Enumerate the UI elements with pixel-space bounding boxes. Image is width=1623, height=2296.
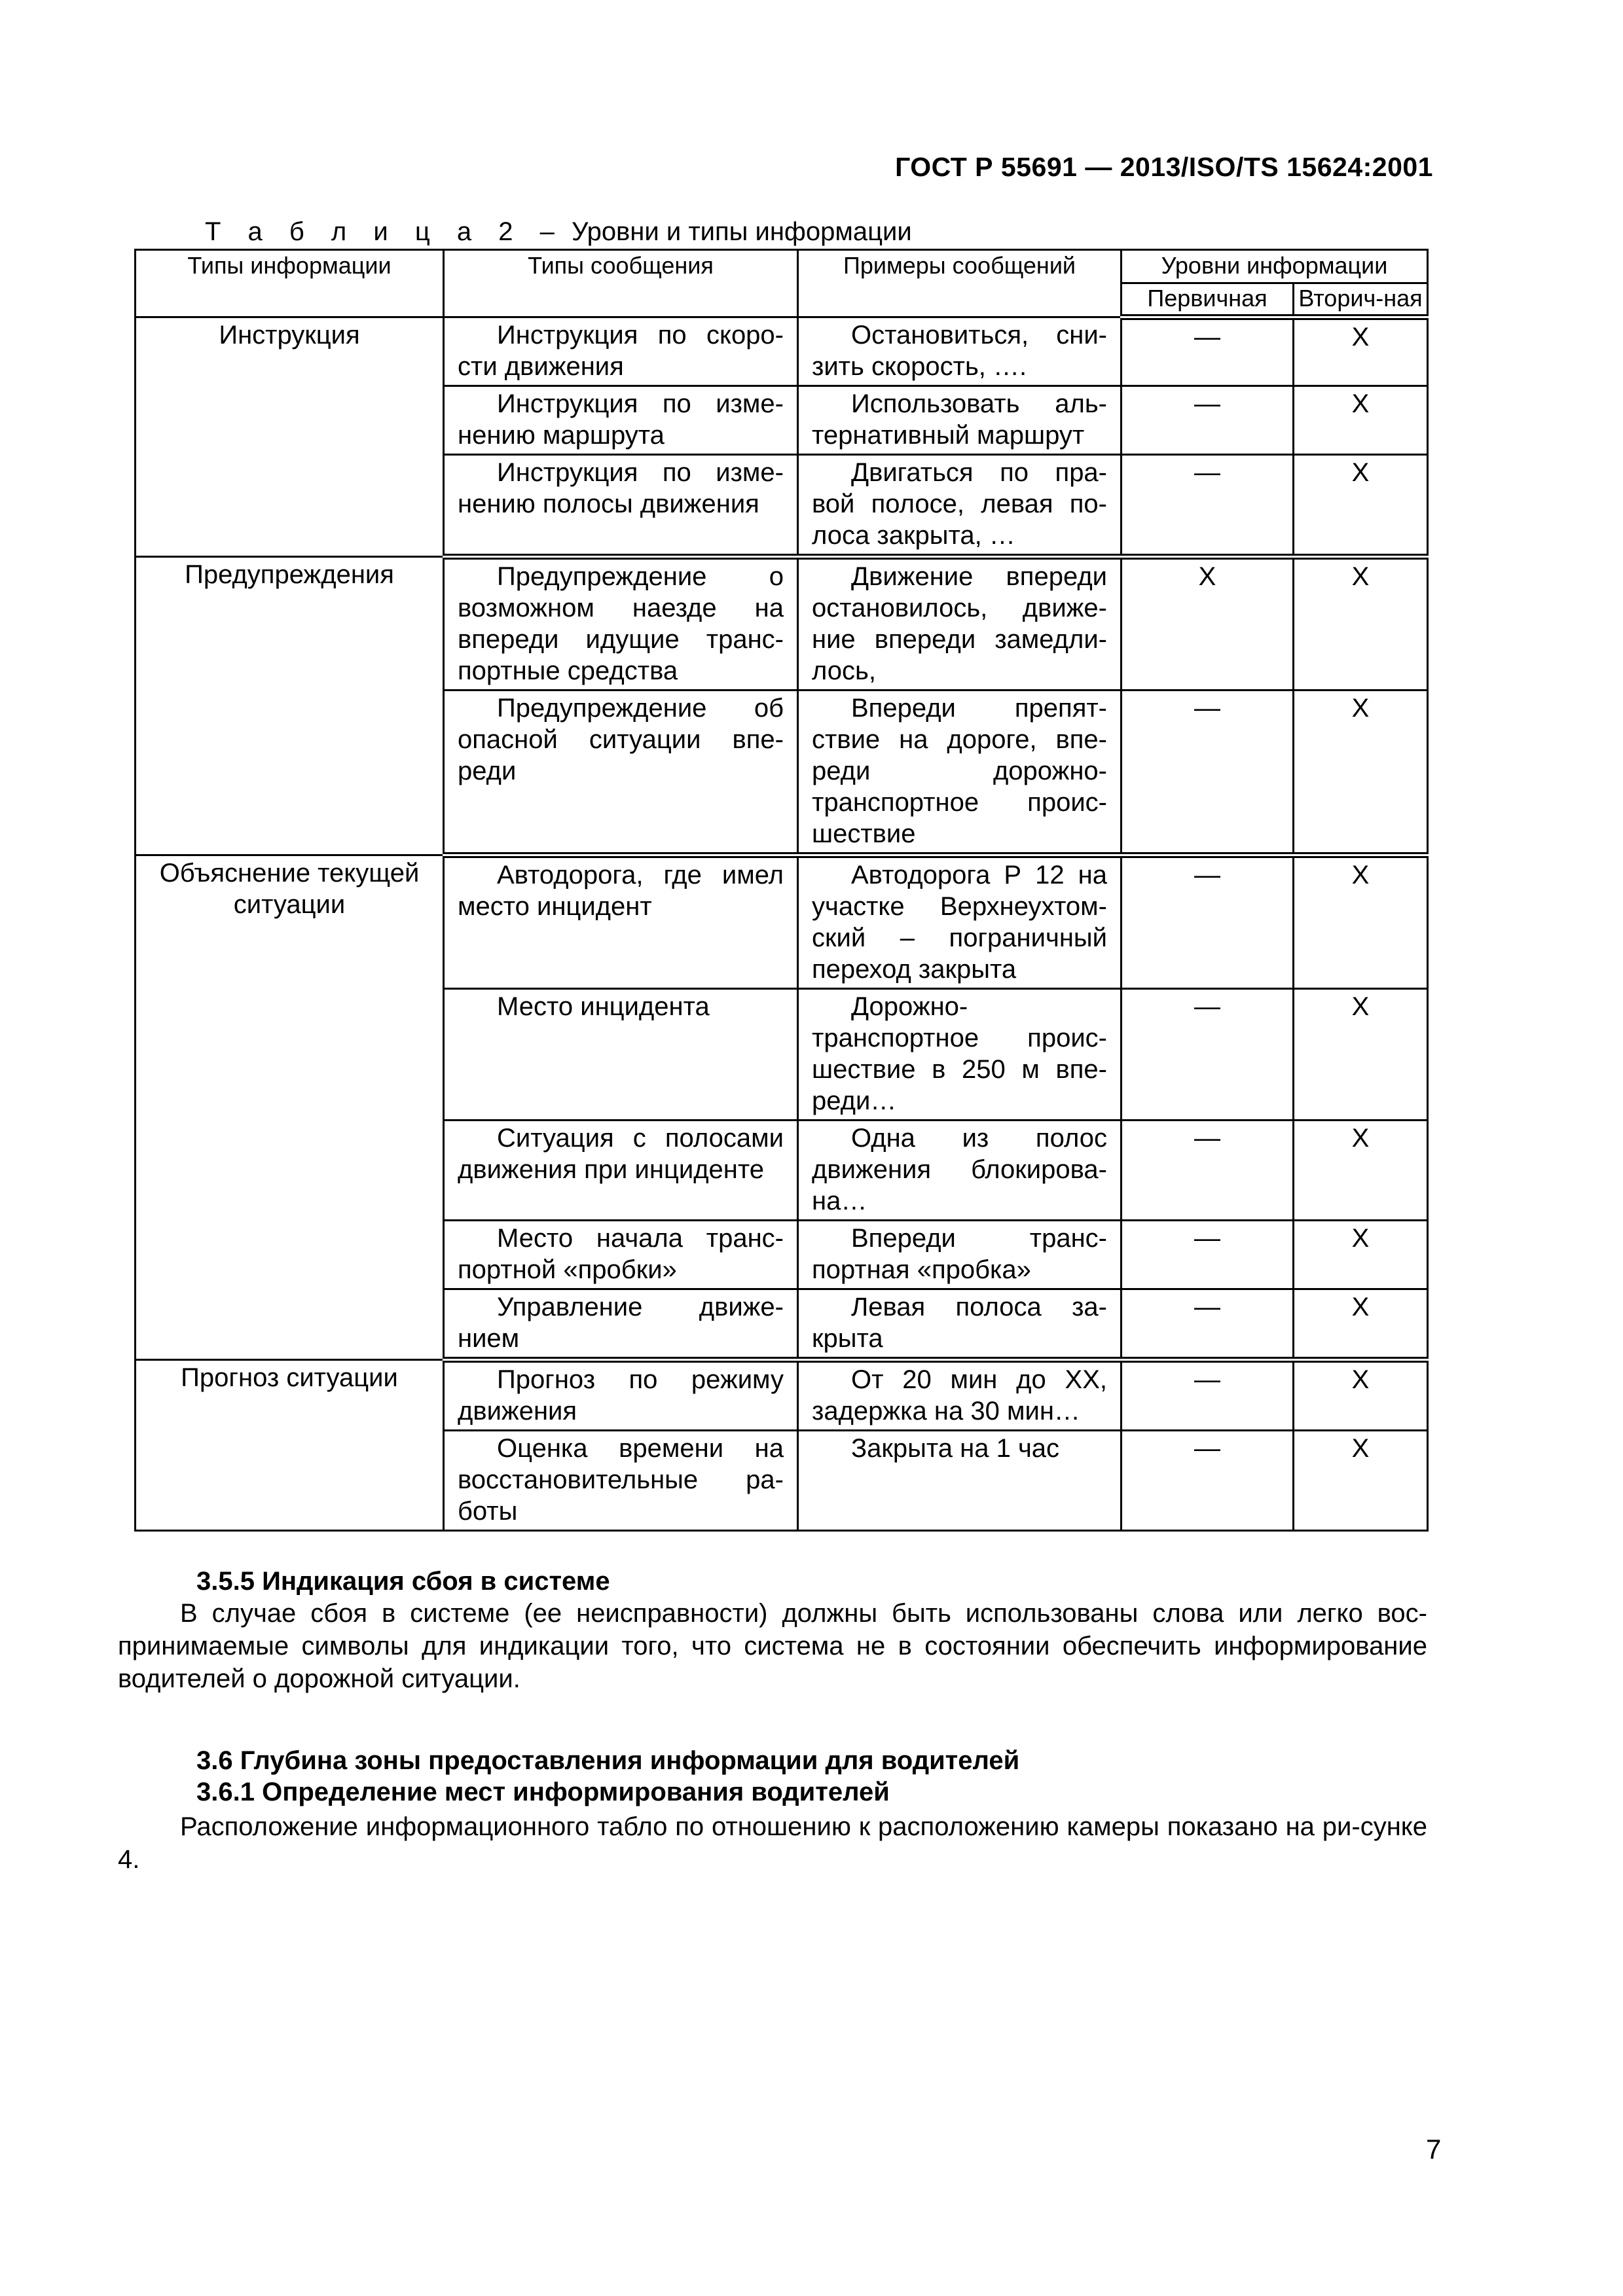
- message-type-text: Управление движе-нием: [458, 1293, 784, 1353]
- message-type-cell: [444, 317, 798, 386]
- section-3-6-heading: 3.6 Глубина зоны предоставления информации для водителей: [196, 1746, 1020, 1775]
- section-3-5-5-heading: 3.5.5 Индикация сбоя в системе: [196, 1567, 610, 1596]
- secondary-level-cell: X: [1294, 1221, 1428, 1289]
- example-text: Остановиться, сни-зить скорость, ….: [812, 321, 1107, 381]
- primary-level-cell: —: [1122, 1121, 1294, 1221]
- message-type-text: Ситуация с полосами движения при инциденте: [458, 1124, 784, 1184]
- table-caption-prefix: Т а б л и ц а 2 –: [205, 217, 564, 246]
- primary-level-cell: X: [1122, 557, 1294, 691]
- secondary-level-cell: X: [1294, 1360, 1428, 1431]
- header-message-types: Типы сообщения: [444, 250, 798, 317]
- secondary-level-cell: X: [1294, 455, 1428, 557]
- table-caption-title: Уровни и типы информации: [571, 217, 912, 246]
- section-3-6-1-text: Расположение информационного табло по отношению к расположению камеры показано на ри-сунке 4.: [118, 1812, 1427, 1874]
- information-levels-table: [134, 249, 1429, 1532]
- standard-designation: ГОСТ Р 55691 — 2013/ISO/TS 15624:2001: [895, 152, 1433, 182]
- example-text: Закрыта на 1 час: [851, 1434, 1060, 1463]
- message-type-text: Инструкция по изме-нению полосы движения: [458, 458, 784, 518]
- message-type-cell: [444, 855, 798, 989]
- secondary-level-cell: X: [1294, 855, 1428, 989]
- message-type-cell: [444, 557, 798, 691]
- example-text: Одна из полос движения блокирова-на…: [812, 1124, 1107, 1215]
- section-3-5-5-paragraph: [118, 1597, 1427, 1695]
- message-type-cell: [444, 691, 798, 855]
- page-number: 7: [1426, 2134, 1442, 2164]
- example-text: Автодорога Р 12 на участке Верхнеухтом-ский – пограничный переход закрыта: [812, 861, 1107, 984]
- example-cell: [798, 455, 1122, 557]
- primary-level-cell: —: [1122, 455, 1294, 557]
- message-type-cell: [444, 1360, 798, 1431]
- message-type-text: Предупреждение об опасной ситуации впе-реди: [458, 694, 784, 785]
- example-text: Движение впереди остановилось, движе-ние впереди замедли-лось,: [812, 562, 1107, 685]
- message-type-text: Автодорога, где имел место инцидент: [458, 861, 784, 921]
- primary-level-cell: —: [1122, 386, 1294, 455]
- table-row: [136, 1360, 1428, 1431]
- message-type-cell: [444, 1221, 798, 1289]
- header-levels: Уровни информации: [1122, 250, 1428, 283]
- primary-level-cell: —: [1122, 1431, 1294, 1531]
- example-text: Впереди транс-портная «пробка»: [812, 1224, 1107, 1284]
- message-type-text: Прогноз по режиму движения: [458, 1365, 784, 1426]
- secondary-level-cell: X: [1294, 557, 1428, 691]
- message-type-text: Место инцидента: [497, 992, 710, 1021]
- example-cell: [798, 691, 1122, 855]
- secondary-level-cell: X: [1294, 989, 1428, 1121]
- message-type-text: Инструкция по изме-нению маршрута: [458, 389, 784, 450]
- example-text: Дорожно-транспортное проис-шествие в 250 м впе-реди…: [812, 992, 1107, 1115]
- header-examples: Примеры сообщений: [798, 250, 1122, 317]
- message-type-cell: [444, 386, 798, 455]
- message-type-cell: [444, 1289, 798, 1360]
- example-text: Использовать аль-тернативный маршрут: [812, 389, 1107, 450]
- secondary-level-cell: X: [1294, 1121, 1428, 1221]
- message-type-cell: [444, 989, 798, 1121]
- example-cell: [798, 1360, 1122, 1431]
- message-type-cell: [444, 1431, 798, 1531]
- table-row: [136, 557, 1428, 691]
- secondary-level-cell: X: [1294, 1289, 1428, 1360]
- primary-level-cell: —: [1122, 1289, 1294, 1360]
- example-cell: [798, 1221, 1122, 1289]
- message-type-text: Оценка времени на восстановительные ра-боты: [458, 1434, 784, 1526]
- header-secondary: Вторич-ная: [1294, 283, 1428, 317]
- table-row: [136, 855, 1428, 989]
- message-type-cell: [444, 1121, 798, 1221]
- example-cell: [798, 317, 1122, 386]
- example-text: Левая полоса за-крыта: [812, 1293, 1107, 1353]
- example-cell: [798, 386, 1122, 455]
- secondary-level-cell: X: [1294, 317, 1428, 386]
- primary-level-cell: —: [1122, 1221, 1294, 1289]
- secondary-level-cell: X: [1294, 1431, 1428, 1531]
- info-type-cell: Инструкция: [136, 317, 444, 557]
- section-3-6-1-paragraph: [118, 1810, 1427, 1876]
- message-type-cell: [444, 455, 798, 557]
- example-cell: [798, 1431, 1122, 1531]
- info-type-cell: Предупреждения: [136, 557, 444, 855]
- secondary-level-cell: X: [1294, 386, 1428, 455]
- message-type-text: Предупреждение о возможном наезде на впереди идущие транс-портные средства: [458, 562, 784, 685]
- example-cell: [798, 557, 1122, 691]
- section-3-5-5-text: В случае сбоя в системе (ее неисправности) должны быть использованы слова или легко вос-принимаемые символы для индикации того, что система не в состоянии обеспечить информирование водителей о дорожной ситуации.: [118, 1599, 1427, 1693]
- example-cell: [798, 855, 1122, 989]
- example-text: От 20 мин до ХХ, задержка на 30 мин…: [812, 1365, 1107, 1426]
- example-cell: [798, 1289, 1122, 1360]
- primary-level-cell: —: [1122, 317, 1294, 386]
- header-primary: Первичная: [1122, 283, 1294, 317]
- primary-level-cell: —: [1122, 855, 1294, 989]
- section-3-6-1-heading: 3.6.1 Определение мест информирования водителей: [196, 1778, 890, 1806]
- table-body: [136, 317, 1428, 1531]
- message-type-text: Место начала транс-портной «пробки»: [458, 1224, 784, 1284]
- primary-level-cell: —: [1122, 691, 1294, 855]
- message-type-text: Инструкция по скоро-сти движения: [458, 321, 784, 381]
- example-cell: [798, 989, 1122, 1121]
- example-cell: [798, 1121, 1122, 1221]
- example-text: Впереди препят-ствие на дороге, впе-реди дорожно-транспортное проис-шествие: [812, 694, 1107, 848]
- info-type-cell: Объяснение текущей ситуации: [136, 855, 444, 1360]
- secondary-level-cell: X: [1294, 691, 1428, 855]
- primary-level-cell: —: [1122, 989, 1294, 1121]
- table-caption: [205, 217, 912, 247]
- primary-level-cell: —: [1122, 1360, 1294, 1431]
- info-type-cell: Прогноз ситуации: [136, 1360, 444, 1531]
- example-text: Двигаться по пра-вой полосе, левая по-лоса закрыта, …: [812, 458, 1107, 550]
- header-info-types: Типы информации: [136, 250, 444, 317]
- table-row: [136, 317, 1428, 386]
